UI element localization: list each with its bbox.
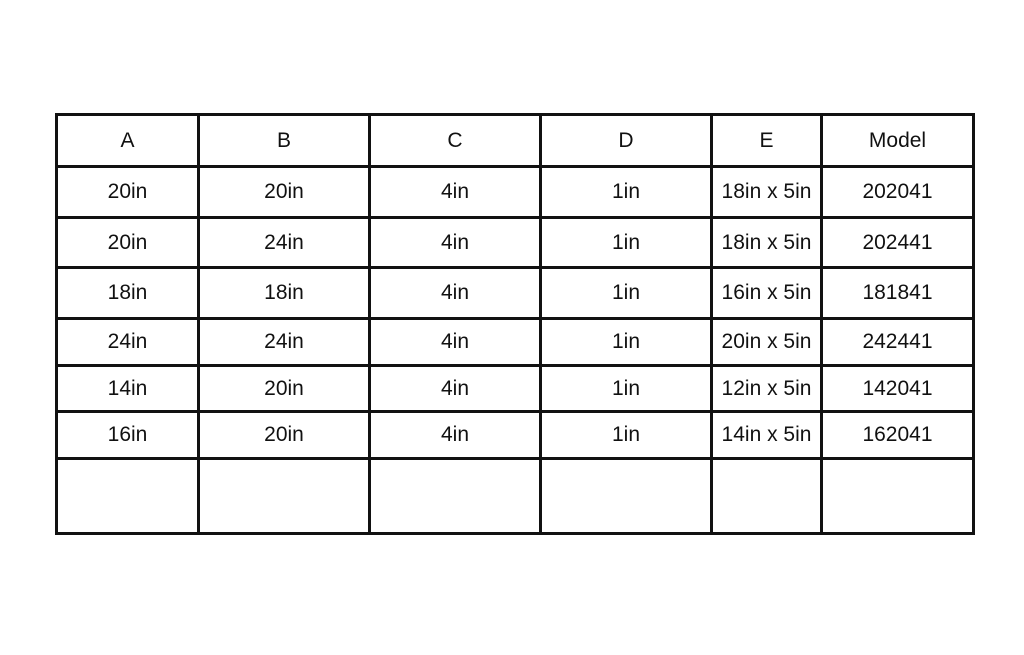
cell-a: 24in [57, 319, 199, 366]
cell-b: 20in [199, 412, 370, 459]
cell-b: 24in [199, 217, 370, 268]
column-header-d: D [541, 115, 712, 167]
cell-d: 1in [541, 268, 712, 319]
table-row [57, 268, 974, 319]
empty-cell [712, 458, 822, 533]
cell-e: 18in x 5in [712, 217, 822, 268]
cell-d: 1in [541, 365, 712, 412]
cell-b: 20in [199, 365, 370, 412]
empty-cell [199, 458, 370, 533]
cell-e: 14in x 5in [712, 412, 822, 459]
table-header-row [57, 115, 974, 167]
cell-a: 20in [57, 167, 199, 218]
cell-d: 1in [541, 412, 712, 459]
cell-a: 16in [57, 412, 199, 459]
cell-model: 202441 [822, 217, 974, 268]
cell-model: 142041 [822, 365, 974, 412]
cell-c: 4in [370, 412, 541, 459]
column-header-c: C [370, 115, 541, 167]
cell-a: 18in [57, 268, 199, 319]
cell-c: 4in [370, 167, 541, 218]
cell-b: 24in [199, 319, 370, 366]
cell-c: 4in [370, 268, 541, 319]
cell-model: 181841 [822, 268, 974, 319]
table-row [57, 217, 974, 268]
cell-c: 4in [370, 217, 541, 268]
table-row [57, 319, 974, 366]
cell-a: 14in [57, 365, 199, 412]
column-header-e: E [712, 115, 822, 167]
cell-e: 20in x 5in [712, 319, 822, 366]
empty-cell [541, 458, 712, 533]
cell-model: 202041 [822, 167, 974, 218]
empty-cell [822, 458, 974, 533]
cell-d: 1in [541, 217, 712, 268]
cell-model: 162041 [822, 412, 974, 459]
table-row [57, 167, 974, 218]
cell-model: 242441 [822, 319, 974, 366]
cell-c: 4in [370, 319, 541, 366]
cell-e: 16in x 5in [712, 268, 822, 319]
cell-a: 20in [57, 217, 199, 268]
cell-e: 18in x 5in [712, 167, 822, 218]
column-header-b: B [199, 115, 370, 167]
empty-table-row [57, 458, 974, 533]
cell-b: 20in [199, 167, 370, 218]
dimensions-table-container [55, 113, 972, 535]
cell-b: 18in [199, 268, 370, 319]
empty-cell [370, 458, 541, 533]
table-row [57, 412, 974, 459]
column-header-a: A [57, 115, 199, 167]
cell-d: 1in [541, 167, 712, 218]
cell-d: 1in [541, 319, 712, 366]
cell-c: 4in [370, 365, 541, 412]
empty-cell [57, 458, 199, 533]
dimensions-table [55, 113, 975, 535]
cell-e: 12in x 5in [712, 365, 822, 412]
column-header-model: Model [822, 115, 974, 167]
table-row [57, 365, 974, 412]
